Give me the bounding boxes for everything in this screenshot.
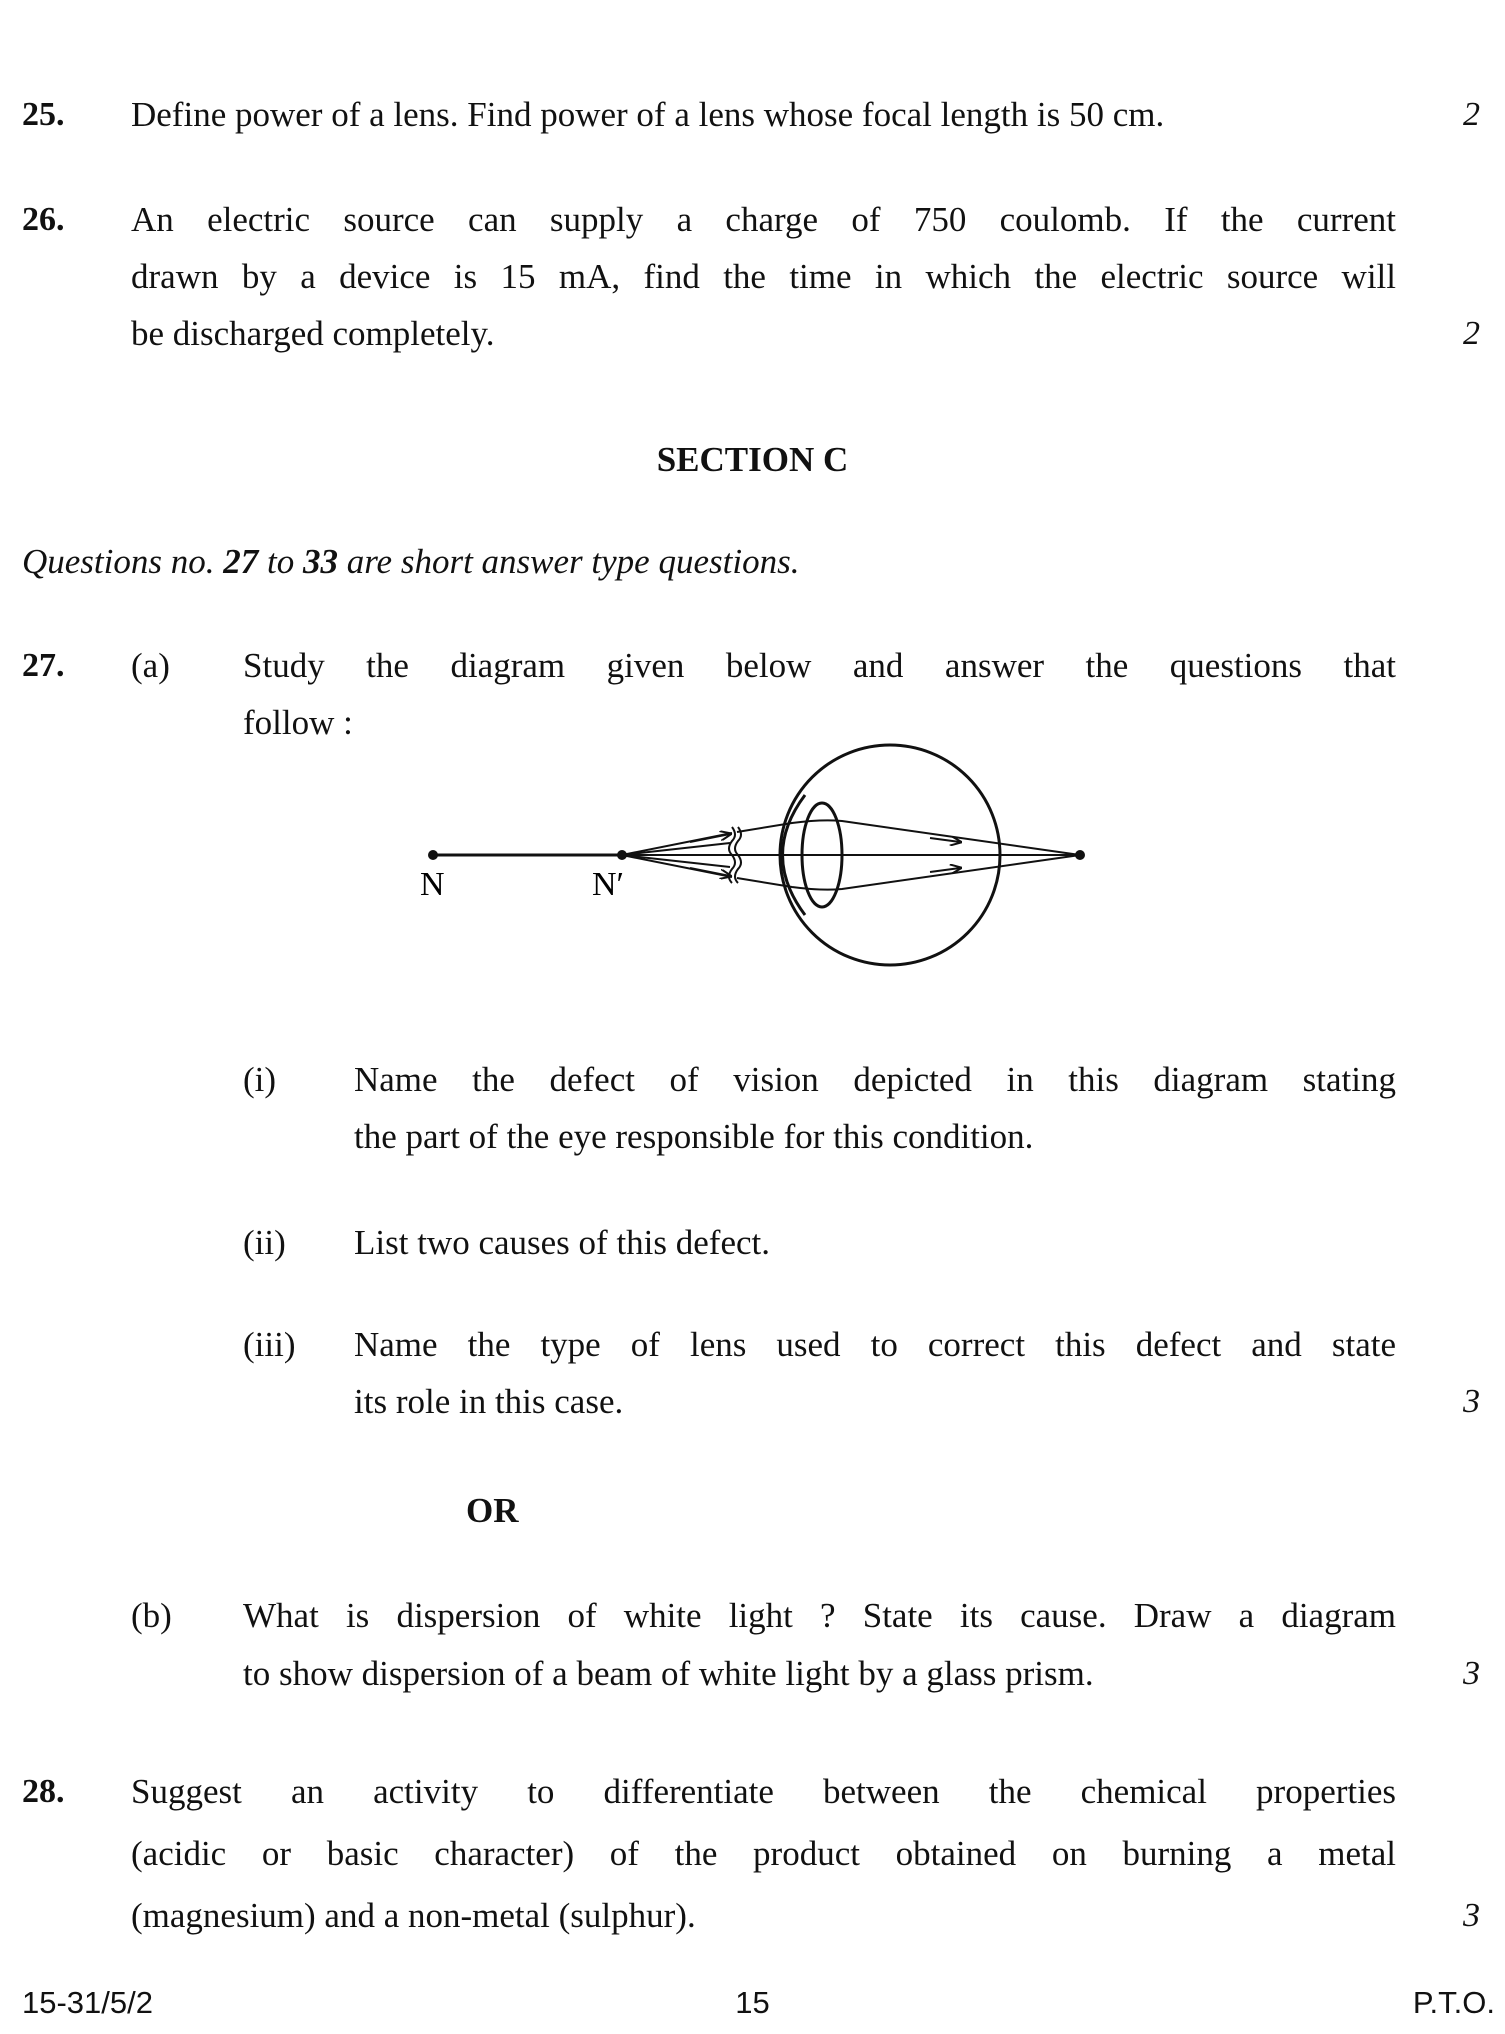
sub-iii-label: (iii) (243, 1325, 296, 1364)
section-heading: SECTION C (656, 440, 849, 479)
question-28-line-1: Suggest an activity to differentiate between the chemical properties (131, 1772, 1396, 1811)
sub-iii-line-1: Name the type of lens used to correct this defect and state (354, 1325, 1396, 1364)
point-n (428, 850, 438, 860)
question-27b-marks: 3 (1463, 1655, 1480, 1692)
question-number-26: 26. (22, 201, 65, 238)
paper-code: 15-31/5/2 (22, 1985, 153, 2020)
label-n-prime: N′ (592, 866, 624, 903)
eye-diagram (400, 735, 1120, 975)
focus-point (1075, 850, 1085, 860)
light-rays (622, 820, 1080, 889)
sub-ii-label: (ii) (243, 1223, 286, 1262)
question-27b-line-1: What is dispersion of white light ? State its cause. Draw a diagram (243, 1596, 1396, 1635)
option-a-label: (a) (131, 646, 170, 685)
sub-iii-line-2: its role in this case. (354, 1382, 624, 1421)
question-25-marks: 2 (1463, 96, 1480, 133)
question-25-text: Define power of a lens. Find power of a lens whose focal length is 50 cm. (131, 95, 1165, 134)
question-26-line-1: An electric source can supply a charge of 750 coulomb. If the current (131, 200, 1396, 239)
option-b-label: (b) (131, 1596, 172, 1635)
sub-i-line-2: the part of the eye responsible for this condition. (354, 1117, 1034, 1156)
question-number-25: 25. (22, 96, 65, 133)
label-n: N (420, 866, 445, 903)
question-27a-line-2: follow : (243, 703, 353, 742)
question-27a-line-1: Study the diagram given below and answer the questions that (243, 646, 1396, 685)
section-instructions: Questions no. 27 to 33 are short answer type questions. (22, 542, 800, 581)
question-28-line-3: (magnesium) and a non-metal (sulphur). (131, 1896, 696, 1935)
question-27b-line-2: to show dispersion of a beam of white light by a glass prism. (243, 1654, 1094, 1693)
question-26-line-3: be discharged completely. (131, 314, 495, 353)
question-26-line-2: drawn by a device is 15 mA, find the time in which the electric source will (131, 257, 1396, 296)
question-number-28: 28. (22, 1773, 65, 1810)
question-28-line-2: (acidic or basic character) of the product obtained on burning a metal (131, 1834, 1396, 1873)
question-28-marks: 3 (1463, 1897, 1480, 1934)
sub-ii-text: List two causes of this defect. (354, 1223, 771, 1262)
question-27a-marks: 3 (1463, 1383, 1480, 1420)
page-number: 15 (735, 1985, 770, 2020)
point-n-prime (617, 850, 627, 860)
question-number-27: 27. (22, 647, 65, 684)
pto-label: P.T.O. (1412, 1985, 1495, 2020)
or-divider: OR (466, 1491, 519, 1530)
sub-i-line-1: Name the defect of vision depicted in this diagram stating (354, 1060, 1396, 1099)
sub-i-label: (i) (243, 1060, 277, 1099)
question-26-marks: 2 (1463, 315, 1480, 352)
